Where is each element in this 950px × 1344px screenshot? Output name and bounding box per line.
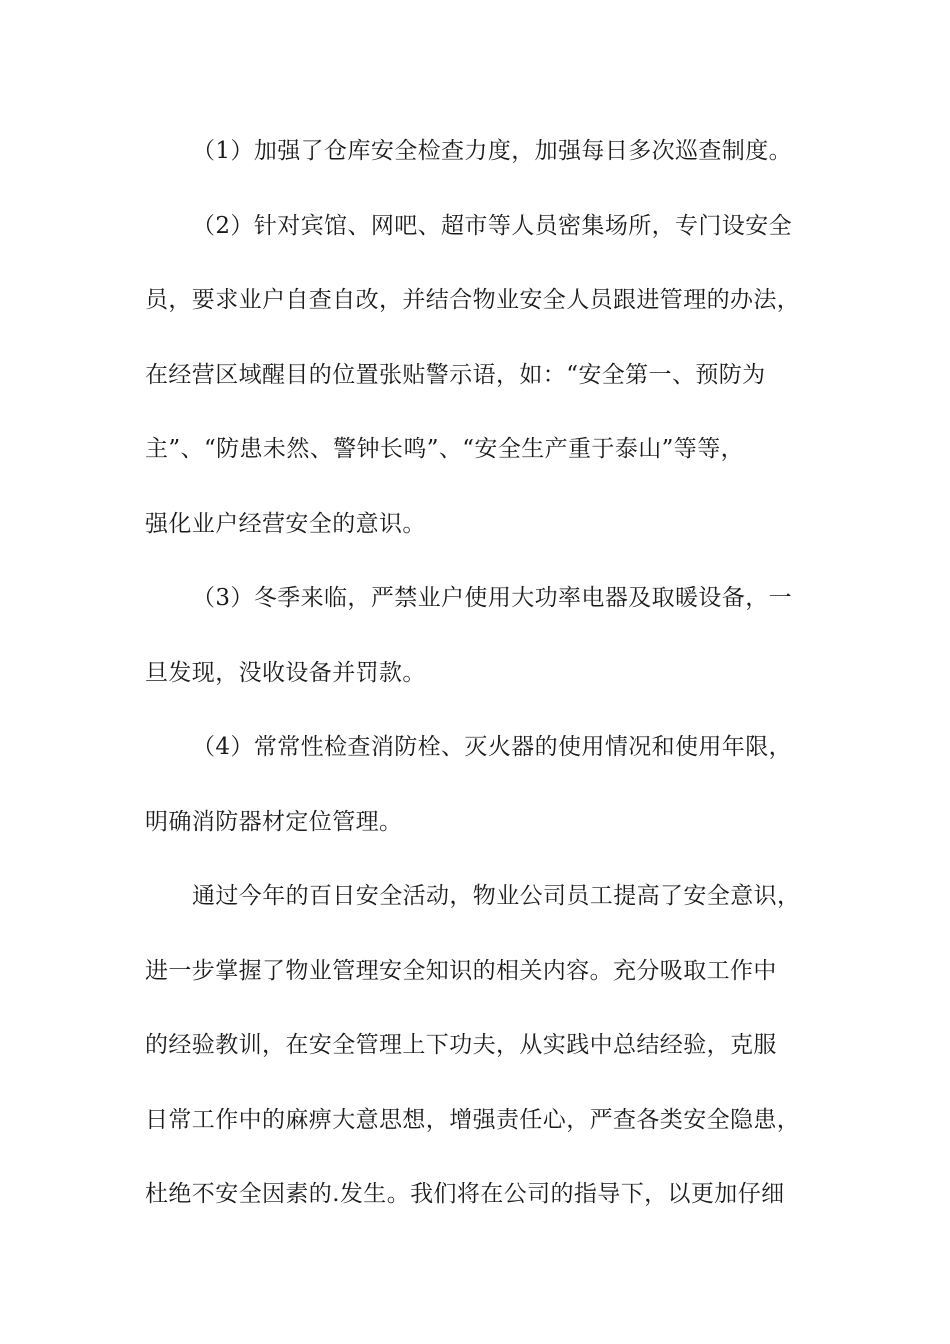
text-line-summary-cont-3: 日常工作中的麻痹大意思想，增强责任心，严查各类安全隐患， xyxy=(145,1107,801,1133)
text-line-item-3: （3）冬季来临，严禁业户使用大功率电器及取暖设备，一 xyxy=(192,585,793,611)
text-line-item-3-cont-1: 旦发现，没收设备并罚款。 xyxy=(145,660,426,686)
text-line-item-4: （4）常常性检查消防栓、灭火器的使用情况和使用年限， xyxy=(192,734,793,760)
text-line-item-2: （2）针对宾馆、网吧、超市等人员密集场所，专门设安全 xyxy=(192,213,793,239)
text-line-item-2-cont-1: 员，要求业户自查自改，并结合物业安全人员跟进管理的办法， xyxy=(145,287,801,313)
text-line-item-1: （1）加强了仓库安全检查力度，加强每日多次巡查制度。 xyxy=(192,138,793,164)
text-line-summary-cont-2: 的经验教训，在安全管理上下功夫，从实践中总结经验，克服 xyxy=(145,1032,777,1058)
text-line-summary-cont-4: 杜绝不安全因素的.发生。我们将在公司的指导下，以更加仔细 xyxy=(145,1181,785,1207)
text-line-item-2-cont-3: 主”、“防患未然、警钟长鸣”、“安全生产重于泰山”等等， xyxy=(145,436,744,462)
text-line-summary: 通过今年的百日安全活动，物业公司员工提高了安全意识， xyxy=(192,883,801,909)
text-line-summary-cont-1: 进一步掌握了物业管理安全知识的相关内容。充分吸取工作中 xyxy=(145,958,777,984)
text-line-item-2-cont-2: 在经营区域醒目的位置张贴警示语，如：“安全第一、预防为 xyxy=(145,362,766,388)
text-line-item-2-cont-4: 强化业户经营安全的意识。 xyxy=(145,511,426,537)
text-line-item-4-cont-1: 明确消防器材定位管理。 xyxy=(145,809,403,835)
